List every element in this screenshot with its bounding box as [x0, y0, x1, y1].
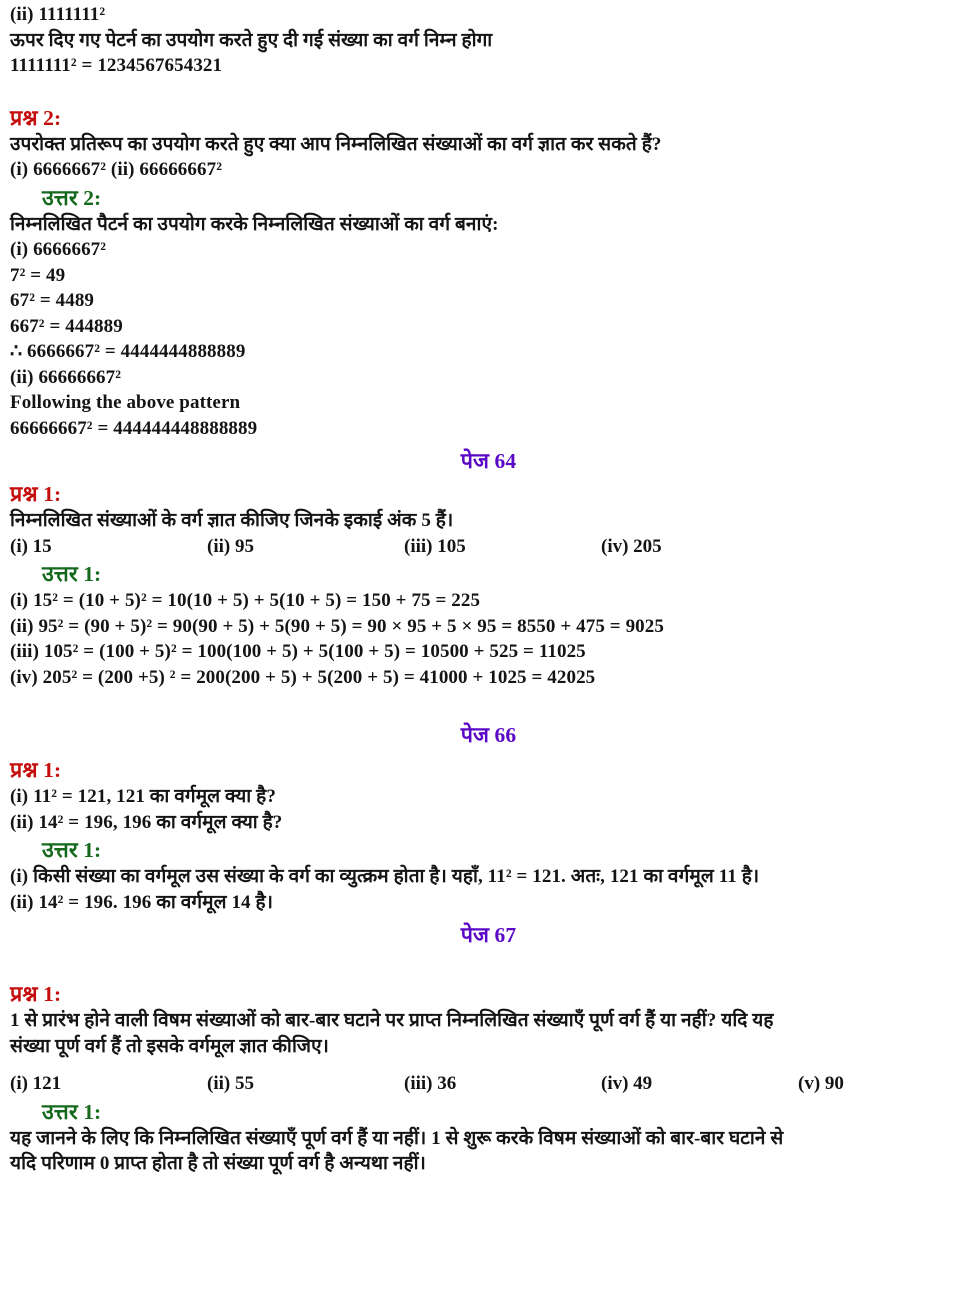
math-line: (i) 15² = (10 + 5)² = 10(10 + 5) + 5(10 + 5) = 150 + 75 = 225: [10, 590, 481, 611]
question-heading: प्रश्न 1:: [10, 758, 62, 782]
option-item: (ii) 55: [207, 1073, 254, 1094]
question-text: 1 से प्रारंभ होने वाली विषम संख्याओं को बार-बार घटाने पर प्राप्त निम्नलिखित संख्याएँ पूर्ण वर्ग हैं या नहीं? यदि यह: [10, 1010, 774, 1031]
answer-heading: उत्तर 1:: [42, 838, 102, 862]
option-item: (ii) 95: [207, 535, 254, 557]
page-number-heading: पेज 67: [460, 923, 517, 947]
page-number-heading: पेज 64: [460, 449, 517, 473]
page-number-heading: पेज 66: [460, 723, 517, 747]
question-text: संख्या पूर्ण वर्ग हैं तो इसके वर्गमूल ज्ञात कीजिए।: [10, 1035, 329, 1057]
answer-line: निम्नलिखित पैटर्न का उपयोग करके निम्नलिखित संख्याओं का वर्ग बनाएं:: [10, 213, 499, 235]
answer-line: (i) किसी संख्या का वर्गमूल उस संख्या के वर्ग का व्युत्क्रम होता है। यहाँ, 11² = 121. अतः, 121 का वर्गमूल 11 है।: [10, 866, 760, 887]
math-line: (ii) 66666667²: [10, 366, 122, 388]
answer-line: यदि परिणाम 0 प्राप्त होता है तो संख्या पूर्ण वर्ग है अन्यथा नहीं।: [10, 1153, 426, 1174]
answer-heading: उत्तर 1:: [42, 1099, 102, 1124]
option-item: (i) 15: [10, 535, 52, 557]
math-line: 67² = 4489: [10, 290, 95, 311]
answer-line: यह जानने के लिए कि निम्नलिखित संख्याएँ पूर्ण वर्ग हैं या नहीं। 1 से शुरू करके विषम संख्याओं को बार-बार घटाने से: [10, 1127, 784, 1149]
answer-line: Following the above pattern: [10, 392, 241, 413]
option-item: (iii) 105: [404, 535, 466, 557]
question-text: (ii) 14² = 196, 196 का वर्गमूल क्या है?: [10, 811, 283, 833]
option-item: (iv) 205: [601, 535, 662, 557]
math-line: (iv) 205² = (200 +5) ² = 200(200 + 5) + 5(200 + 5) = 41000 + 1025 = 42025: [10, 666, 596, 688]
math-line: ∴ 6666667² = 4444444888889: [10, 341, 246, 362]
math-line: 66666667² = 444444448888889: [10, 417, 258, 439]
options-row: [10, 534, 967, 560]
math-line: (iii) 105² = (100 + 5)² = 100(100 + 5) + 5(100 + 5) = 10500 + 525 = 11025: [10, 641, 586, 662]
answer-heading: उत्तर 2:: [42, 185, 102, 210]
text-line: ऊपर दिए गए पेटर्न का उपयोग करते हुए दी गई संख्या का वर्ग निम्न होगा: [10, 29, 493, 51]
text-line: 1111111² = 1234567654321: [10, 55, 223, 76]
text-line: (ii) 1111111²: [10, 4, 106, 25]
option-item: (iv) 49: [601, 1073, 653, 1094]
options-row: [10, 1071, 967, 1097]
answer-heading: उत्तर 1:: [42, 562, 102, 586]
math-line: (i) 6666667²: [10, 239, 107, 260]
option-item: (iii) 36: [404, 1073, 457, 1094]
option-item: (v) 90: [798, 1073, 844, 1094]
question-text: उपरोक्त प्रतिरूप का उपयोग करते हुए क्या आप निम्नलिखित संख्याओं का वर्ग ज्ञात कर सकते हैं?: [10, 133, 662, 155]
question-text: निम्नलिखित संख्याओं के वर्ग ज्ञात कीजिए जिनके इकाई अंक 5 हैं।: [10, 510, 454, 531]
question-heading: प्रश्न 2:: [10, 105, 62, 130]
question-heading: प्रश्न 1:: [10, 982, 62, 1006]
math-line: 7² = 49: [10, 264, 66, 286]
question-options-line: (i) 6666667² (ii) 66666667²: [10, 159, 222, 180]
math-line: (ii) 95² = (90 + 5)² = 90(90 + 5) + 5(90 + 5) = 90 × 95 + 5 × 95 = 8550 + 475 = 9025: [10, 615, 664, 637]
answer-line: (ii) 14² = 196. 196 का वर्गमूल 14 है।: [10, 891, 273, 913]
math-line: 667² = 444889: [10, 315, 123, 337]
question-heading: प्रश्न 1:: [10, 482, 62, 506]
question-text: (i) 11² = 121, 121 का वर्गमूल क्या है?: [10, 786, 276, 807]
option-item: (i) 121: [10, 1073, 62, 1094]
